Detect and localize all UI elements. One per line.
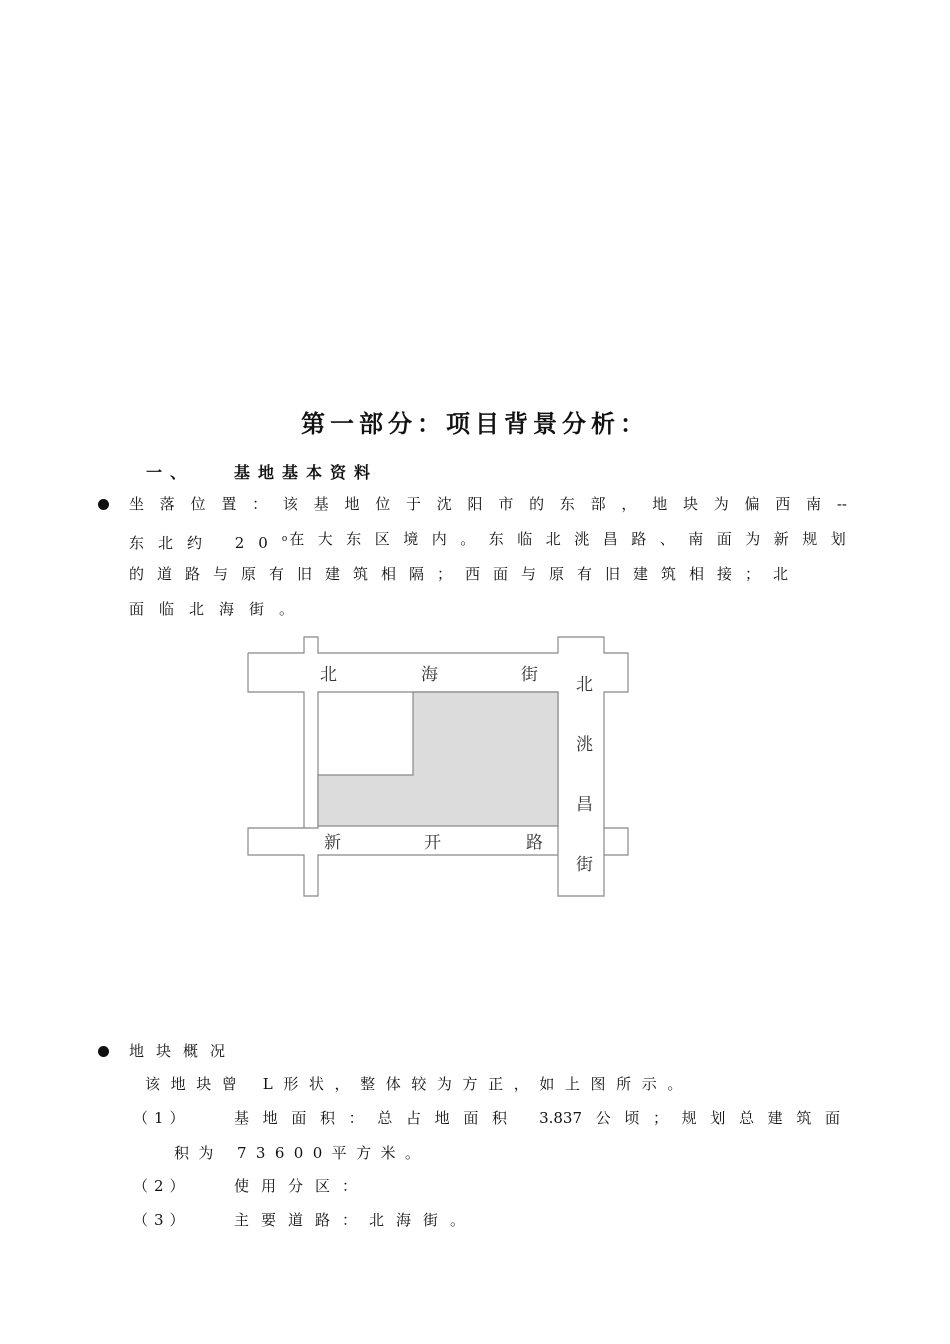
location-line-2	[129, 529, 860, 553]
location-line-3: 的道路与原有旧建筑相隔；西面与原有旧建筑相接；北	[129, 565, 802, 583]
item-1-continuation: 积为 73600平方米。	[174, 1144, 430, 1162]
section-heading	[146, 460, 378, 483]
site-map	[246, 636, 630, 898]
item-2-text: 使用分区：	[234, 1177, 370, 1195]
north-road-label-3: 街	[521, 665, 538, 685]
south-road-label-2: 开	[424, 833, 441, 853]
location-text-2a: 东北约 20$^o$	[129, 534, 290, 552]
overview-intro: 该地块曾 L形状，整体较为方正，如上图所示。	[145, 1075, 693, 1093]
north-road-label-1: 北	[320, 665, 337, 685]
south-road-label-3: 路	[526, 833, 543, 853]
east-road-label-4: 街	[576, 855, 593, 875]
degree-mark: o	[281, 534, 290, 544]
l-shaped-plot	[318, 692, 558, 826]
bullet-icon	[98, 1046, 109, 1057]
location-text-2b: 在大东区境内。东临北洮昌路、南面为新规划	[289, 530, 860, 548]
section-number: 一、	[146, 463, 195, 482]
location-text-1: 该基地位于沈阳市的东部，地块为偏西南--	[282, 495, 847, 513]
overview-label: 地块概况	[129, 1042, 238, 1060]
item-1-text: 基地面积：总占地面积 3.837公顷；规划总建筑面	[234, 1109, 840, 1127]
item-2-number: （2）	[133, 1177, 191, 1195]
item-3-number: （3）	[133, 1211, 191, 1229]
section-title: 基地基本资料	[234, 463, 379, 482]
item-3-text: 主要道路：北海街。	[234, 1211, 478, 1229]
south-road-label-1: 新	[324, 833, 341, 853]
bullet-icon	[98, 499, 109, 510]
north-road-label-2: 海	[421, 665, 438, 685]
east-road-label-3: 昌	[576, 795, 593, 815]
location-line-1	[129, 494, 847, 514]
east-road-label-1: 北	[576, 675, 593, 695]
item-1-number: （1）	[133, 1109, 191, 1127]
east-road-label-2: 洮	[576, 735, 593, 755]
location-label: 坐落位置：	[129, 495, 283, 513]
page-title: 第一部分：项目背景分析：	[301, 410, 649, 438]
location-line-4: 面临北海街。	[129, 600, 310, 618]
